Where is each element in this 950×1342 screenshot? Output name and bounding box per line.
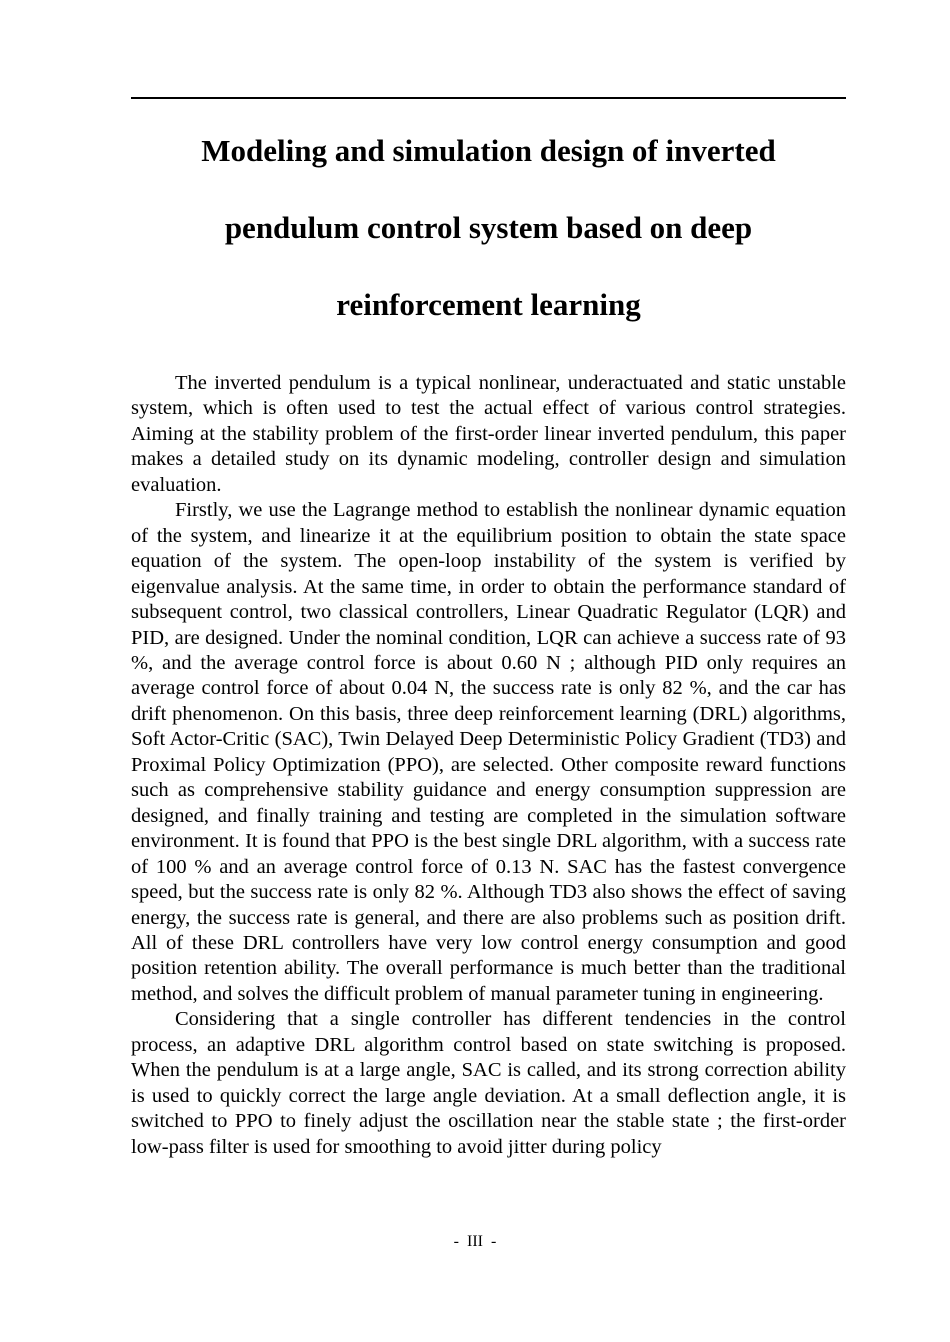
header-rule — [131, 97, 846, 99]
document-title — [131, 112, 846, 343]
title-line-2: pendulum control system based on deep — [224, 210, 753, 245]
abstract-paragraph-1: The inverted pendulum is a typical nonlinear, underactuated and static unstable system, which is often used to test the actual effect of various control strategies. Aiming at the stability problem of the first-order linear inverted pendulum, this paper makes a detailed study on its dynamic modeling, controller design and simulation evaluation. — [131, 372, 846, 496]
title-line-1: Modeling and simulation design of inverted — [201, 133, 776, 168]
abstract-paragraph-2: Firstly, we use the Lagrange method to establish the nonlinear dynamic equation of the system, and linearize it at the equilibrium position to obtain the state space equation of the system. The open-loop instability of the system is verified by eigenvalue analysis. At the same time, in order to obtain the performance standard of subsequent control, two classical controllers, Linear Quadratic Regulator (LQR) and PID, are designed. Under the nominal condition, LQR can achieve a success rate of 93 %, and the average control force is about 0.60 N ; although PID only requires an average control force of about 0.04 N, the success rate is only 82 %, and the car has drift phenomenon. On this basis, three deep reinforcement learning (DRL) algorithms, Soft Actor-Critic (SAC), Twin Delayed Deep Deterministic Policy Gradient (TD3) and Proximal Policy Optimization (PPO), are selected. Other composite reward functions such as comprehensive stability guidance and energy consumption suppression are designed, and finally training and testing are completed in the simulation software environment. It is found that PPO is the best single DRL algorithm, with a success rate of 100 % and an average control force of 0.13 N. SAC has the fastest convergence speed, but the success rate is only 82 %. Although TD3 also shows the effect of saving energy, the success rate is general, and there are also problems such as position drift. All of these DRL controllers have very low control energy consumption and good position retention ability. The overall performance is much better than the traditional method, and solves the difficult problem of manual parameter tuning in engineering. — [131, 499, 846, 1005]
abstract-paragraph-3: Considering that a single controller has different tendencies in the control process, an adaptive DRL algorithm control based on state switching is proposed. When the pendulum is at a large angle, SAC is called, and its strong correction ability is used to quickly correct the large angle deviation. At a small deflection angle, it is switched to PPO to finely adjust the oscillation near the stable state ; the first-order low-pass filter is used for smoothing to avoid jitter during policy — [131, 1008, 846, 1158]
title-line-3: reinforcement learning — [336, 287, 641, 322]
page-number: - III - — [453, 1233, 497, 1250]
abstract-body — [131, 371, 846, 1160]
